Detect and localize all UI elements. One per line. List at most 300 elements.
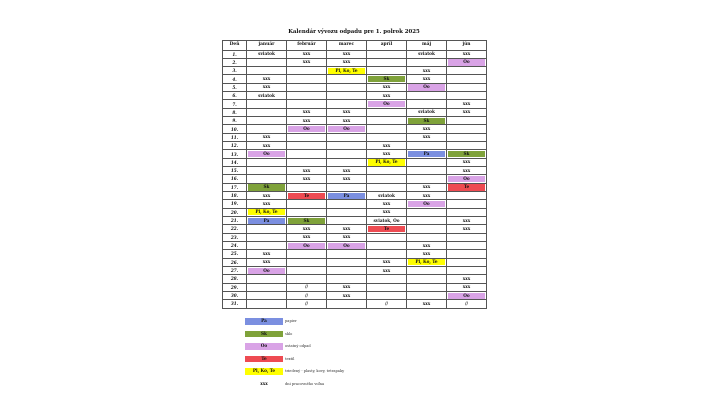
table-row — [223, 75, 487, 83]
calendar-cell — [407, 192, 447, 200]
table-row — [223, 192, 487, 200]
calendar-cell — [287, 250, 327, 258]
collection-entry: xxx — [302, 234, 311, 240]
collection-entry — [248, 176, 285, 182]
collection-entry: xxx — [382, 84, 391, 90]
calendar-cell — [327, 242, 367, 250]
calendar-cell — [447, 175, 487, 183]
day-cell: 29. — [223, 283, 247, 291]
collection-entry: xxx — [262, 76, 271, 82]
collection-entry — [408, 93, 445, 99]
page-title: Kalendár vývozu odpadu pre 1. polrok 2025 — [288, 29, 420, 35]
calendar-cell — [407, 242, 447, 250]
calendar-cell — [367, 183, 407, 191]
calendar-cell — [327, 183, 367, 191]
calendar-cell — [367, 242, 407, 250]
collection-entry — [288, 151, 325, 157]
calendar-cell — [447, 58, 487, 66]
collection-entry: Oo — [448, 176, 485, 182]
calendar-cell — [367, 267, 407, 275]
collection-entry — [288, 76, 325, 82]
calendar-cell — [327, 83, 367, 91]
calendar-cell — [367, 67, 407, 75]
collection-entry: Oo — [288, 126, 325, 132]
calendar-cell — [367, 258, 407, 266]
calendar-cell — [327, 67, 367, 75]
collection-entry — [368, 134, 405, 140]
calendar-cell — [407, 250, 447, 258]
collection-entry: xxx — [462, 225, 471, 231]
calendar-cell — [367, 108, 407, 116]
collection-entry: Oo — [408, 84, 445, 90]
calendar-cell — [287, 125, 327, 133]
collection-entry — [448, 126, 485, 132]
calendar-cell — [327, 292, 367, 300]
column-header-month: máj — [407, 41, 447, 51]
calendar-cell — [407, 275, 447, 283]
collection-entry: xxx — [342, 284, 351, 290]
collection-entry: // — [304, 292, 309, 298]
calendar-cell — [327, 175, 367, 183]
calendar-cell — [367, 192, 407, 200]
table-row — [223, 167, 487, 175]
collection-entry — [368, 126, 405, 132]
calendar-cell — [407, 92, 447, 100]
collection-entry — [288, 259, 325, 265]
column-header-month: apríl — [367, 41, 407, 51]
calendar-cell — [327, 250, 367, 258]
day-cell: 10. — [223, 125, 247, 133]
collection-entry — [328, 259, 365, 265]
calendar-cell — [327, 92, 367, 100]
collection-entry: xxx — [382, 267, 391, 273]
calendar-cell — [327, 225, 367, 233]
collection-entry: xxx — [422, 192, 431, 198]
calendar-cell — [247, 258, 287, 266]
collection-entry — [248, 226, 285, 232]
collection-entry — [248, 118, 285, 124]
collection-entry — [448, 93, 485, 99]
table-row — [223, 117, 487, 125]
calendar-cell — [247, 117, 287, 125]
calendar-cell — [247, 133, 287, 141]
collection-entry — [328, 151, 365, 157]
collection-entry: Oo — [448, 59, 485, 65]
collection-entry — [248, 126, 285, 132]
collection-entry — [248, 243, 285, 249]
collection-entry: xxx — [462, 109, 471, 115]
calendar-cell — [367, 208, 407, 216]
calendar-cell — [367, 142, 407, 150]
calendar-cell — [287, 292, 327, 300]
calendar-cell — [287, 208, 327, 216]
calendar-cell — [367, 225, 407, 233]
collection-entry: xxx — [422, 76, 431, 82]
calendar-cell — [327, 167, 367, 175]
table-row — [223, 242, 487, 250]
collection-entry: Oo — [248, 151, 285, 157]
collection-entry — [408, 143, 445, 149]
calendar-cell — [247, 283, 287, 291]
waste-calendar-table — [222, 40, 487, 309]
calendar-cell — [407, 150, 447, 158]
collection-entry — [248, 276, 285, 282]
legend-item — [245, 368, 385, 376]
collection-entry: xxx — [382, 142, 391, 148]
collection-entry — [448, 243, 485, 249]
calendar-cell — [447, 125, 487, 133]
collection-entry: xxx — [382, 92, 391, 98]
collection-entry — [408, 209, 445, 215]
table-row — [223, 183, 487, 191]
calendar-cell — [407, 217, 447, 225]
collection-entry — [248, 293, 285, 299]
table-row — [223, 250, 487, 258]
calendar-cell — [327, 50, 367, 58]
calendar-cell — [367, 125, 407, 133]
collection-entry — [248, 234, 285, 240]
collection-entry: xxx — [462, 167, 471, 173]
calendar-cell — [327, 100, 367, 108]
calendar-cell — [287, 117, 327, 125]
day-cell: 26. — [223, 258, 247, 266]
calendar-cell — [247, 92, 287, 100]
calendar-cell — [247, 267, 287, 275]
calendar-cell — [367, 292, 407, 300]
collection-entry — [328, 268, 365, 274]
collection-entry — [448, 84, 485, 90]
collection-entry — [408, 168, 445, 174]
calendar-cell — [287, 175, 327, 183]
calendar-cell — [247, 50, 287, 58]
collection-entry — [408, 101, 445, 107]
day-cell: 18. — [223, 192, 247, 200]
legend-item — [245, 318, 385, 326]
calendar-cell — [447, 233, 487, 241]
calendar-cell — [407, 208, 447, 216]
calendar-cell — [367, 58, 407, 66]
calendar-cell — [447, 250, 487, 258]
collection-entry — [288, 268, 325, 274]
calendar-cell — [367, 217, 407, 225]
collection-entry: xxx — [462, 275, 471, 281]
calendar-cell — [287, 192, 327, 200]
day-cell: 20. — [223, 208, 247, 216]
legend-item — [245, 343, 385, 351]
legend-item — [245, 381, 385, 389]
collection-entry — [288, 143, 325, 149]
table-row — [223, 200, 487, 208]
calendar-cell — [247, 192, 287, 200]
collection-entry: Oo — [328, 243, 365, 249]
day-cell: 16. — [223, 175, 247, 183]
collection-entry: Pl, Ko, Te — [328, 68, 365, 74]
calendar-cell — [447, 150, 487, 158]
collection-entry — [368, 234, 405, 240]
calendar-cell — [247, 183, 287, 191]
calendar-cell — [447, 83, 487, 91]
calendar-cell — [247, 175, 287, 183]
collection-entry — [368, 168, 405, 174]
table-row — [223, 225, 487, 233]
collection-entry — [448, 209, 485, 215]
table-row — [223, 233, 487, 241]
collection-entry — [448, 76, 485, 82]
calendar-cell — [247, 58, 287, 66]
table-row — [223, 292, 487, 300]
calendar-cell — [447, 283, 487, 291]
collection-entry — [288, 209, 325, 215]
collection-entry: xxx — [262, 142, 271, 148]
collection-entry: xxx — [262, 192, 271, 198]
calendar-cell — [247, 67, 287, 75]
legend-label: textil — [285, 356, 295, 361]
calendar-cell — [367, 75, 407, 83]
table-row — [223, 208, 487, 216]
calendar-cell — [247, 250, 287, 258]
collection-entry — [328, 143, 365, 149]
collection-entry — [328, 101, 365, 107]
collection-entry: Oo — [408, 201, 445, 207]
calendar-cell — [447, 158, 487, 166]
collection-entry — [448, 201, 485, 207]
collection-entry: Oo — [248, 268, 285, 274]
day-cell: 12. — [223, 142, 247, 150]
collection-entry — [368, 68, 405, 74]
collection-entry: xxx — [382, 151, 391, 156]
collection-entry: xxx — [302, 225, 311, 231]
collection-entry: Pa — [328, 193, 365, 199]
calendar-cell — [407, 142, 447, 150]
table-row — [223, 92, 487, 100]
table-row — [223, 275, 487, 283]
day-cell: 11. — [223, 133, 247, 141]
collection-entry: sviatok — [258, 51, 275, 57]
collection-entry — [448, 143, 485, 149]
legend-label: ostatný odpad — [285, 344, 311, 348]
table-row — [223, 300, 487, 308]
calendar-cell — [247, 200, 287, 208]
calendar-cell — [407, 83, 447, 91]
collection-entry: xxx — [462, 217, 471, 223]
collection-entry — [408, 268, 445, 274]
collection-entry — [248, 168, 285, 174]
calendar-cell — [247, 100, 287, 108]
calendar-cell — [367, 200, 407, 208]
collection-entry — [328, 93, 365, 99]
calendar-cell — [447, 75, 487, 83]
calendar-cell — [407, 58, 447, 66]
day-cell: 31. — [223, 300, 247, 308]
collection-entry: xxx — [262, 200, 271, 206]
collection-entry — [328, 276, 365, 282]
legend-chip: Pa — [245, 318, 283, 325]
collection-entry: xxx — [342, 175, 351, 181]
calendar-cell — [247, 75, 287, 83]
calendar-cell — [447, 200, 487, 208]
collection-entry: xxx — [462, 284, 471, 290]
collection-entry: xxx — [462, 101, 471, 107]
calendar-cell — [247, 242, 287, 250]
calendar-cell — [447, 133, 487, 141]
day-cell: 9. — [223, 117, 247, 125]
collection-entry — [368, 118, 405, 124]
collection-entry — [408, 284, 445, 290]
calendar-cell — [447, 192, 487, 200]
calendar-cell — [367, 250, 407, 258]
collection-entry — [408, 276, 445, 282]
collection-entry — [248, 159, 285, 165]
legend-chip: Te — [245, 356, 283, 363]
collection-entry: xxx — [342, 59, 351, 65]
day-cell: 25. — [223, 250, 247, 258]
calendar-cell — [407, 175, 447, 183]
calendar-cell — [287, 283, 327, 291]
collection-entry — [408, 218, 445, 224]
calendar-cell — [327, 117, 367, 125]
day-cell: 22. — [223, 225, 247, 233]
calendar-cell — [287, 133, 327, 141]
calendar-cell — [287, 75, 327, 83]
calendar-cell — [287, 167, 327, 175]
column-header-day: Deň — [223, 41, 247, 51]
legend-item — [245, 331, 385, 339]
calendar-cell — [247, 292, 287, 300]
calendar-cell — [447, 117, 487, 125]
collection-entry: // — [304, 284, 309, 290]
collection-entry: xxx — [302, 167, 311, 173]
collection-entry — [368, 251, 405, 257]
calendar-cell — [247, 142, 287, 150]
table-row — [223, 50, 487, 58]
calendar-cell — [367, 100, 407, 108]
collection-entry — [368, 184, 405, 190]
calendar-cell — [327, 258, 367, 266]
calendar-cell — [287, 58, 327, 66]
calendar-cell — [287, 233, 327, 241]
calendar-cell — [327, 142, 367, 150]
table-row — [223, 108, 487, 116]
collection-entry — [408, 176, 445, 182]
calendar-cell — [407, 75, 447, 83]
collection-entry: xxx — [422, 67, 431, 73]
collection-entry — [328, 76, 365, 82]
day-cell: 3. — [223, 67, 247, 75]
calendar-cell — [287, 67, 327, 75]
calendar-cell — [247, 167, 287, 175]
table-row — [223, 258, 487, 266]
collection-entry — [448, 251, 485, 257]
day-cell: 19. — [223, 200, 247, 208]
collection-entry — [448, 193, 485, 199]
column-header-month: február — [287, 41, 327, 51]
calendar-cell — [447, 108, 487, 116]
calendar-cell — [367, 175, 407, 183]
calendar-cell — [447, 217, 487, 225]
calendar-cell — [367, 233, 407, 241]
calendar-cell — [447, 242, 487, 250]
calendar-cell — [447, 225, 487, 233]
collection-entry: // — [384, 300, 389, 306]
calendar-cell — [287, 100, 327, 108]
collection-entry: Sk — [288, 218, 325, 224]
day-cell: 24. — [223, 242, 247, 250]
collection-entry — [248, 301, 285, 307]
day-cell: 8. — [223, 108, 247, 116]
calendar-cell — [287, 150, 327, 158]
calendar-cell — [287, 267, 327, 275]
calendar-cell — [407, 67, 447, 75]
collection-entry — [368, 284, 405, 290]
collection-entry — [408, 293, 445, 299]
calendar-cell — [247, 108, 287, 116]
calendar-cell — [367, 50, 407, 58]
calendar-cell — [407, 233, 447, 241]
day-cell: 2. — [223, 58, 247, 66]
calendar-cell — [287, 83, 327, 91]
calendar-cell — [287, 92, 327, 100]
calendar-cell — [247, 233, 287, 241]
collection-entry — [288, 251, 325, 257]
collection-entry: Pl, Ko, Te — [368, 159, 405, 165]
calendar-cell — [407, 108, 447, 116]
calendar-cell — [327, 150, 367, 158]
collection-entry: xxx — [422, 134, 431, 140]
table-row — [223, 150, 487, 158]
calendar-cell — [247, 225, 287, 233]
collection-entry: Pl, Ko, Te — [248, 209, 285, 215]
calendar-cell — [247, 208, 287, 216]
calendar-cell — [327, 125, 367, 133]
collection-entry: xxx — [382, 200, 391, 206]
calendar-cell — [287, 217, 327, 225]
collection-entry: xxx — [262, 250, 271, 256]
calendar-cell — [327, 233, 367, 241]
collection-entry — [248, 109, 285, 115]
collection-entry: xxx — [262, 134, 271, 140]
calendar-cell — [407, 200, 447, 208]
table-row — [223, 83, 487, 91]
day-cell: 15. — [223, 167, 247, 175]
collection-entry: // — [464, 300, 469, 306]
collection-entry — [448, 134, 485, 140]
collection-entry: Oo — [448, 293, 485, 299]
calendar-cell — [367, 283, 407, 291]
table-row — [223, 175, 487, 183]
collection-entry: xxx — [262, 84, 271, 90]
collection-entry — [448, 118, 485, 124]
legend-label: triedený - plasty, kovy, tetrapaky — [285, 369, 345, 373]
collection-entry — [288, 93, 325, 99]
calendar-cell — [327, 58, 367, 66]
calendar-cell — [247, 217, 287, 225]
collection-entry — [328, 201, 365, 207]
calendar-cell — [247, 125, 287, 133]
collection-entry: Pl, Ko, Te — [408, 259, 445, 265]
collection-entry — [328, 209, 365, 215]
calendar-cell — [407, 292, 447, 300]
calendar-cell — [407, 125, 447, 133]
calendar-cell — [407, 258, 447, 266]
collection-entry — [448, 68, 485, 74]
calendar-cell — [327, 267, 367, 275]
calendar-cell — [407, 158, 447, 166]
calendar-cell — [327, 300, 367, 308]
collection-entry — [368, 109, 405, 115]
day-cell: 13. — [223, 150, 247, 158]
header-row — [223, 41, 487, 51]
collection-entry — [328, 301, 365, 307]
